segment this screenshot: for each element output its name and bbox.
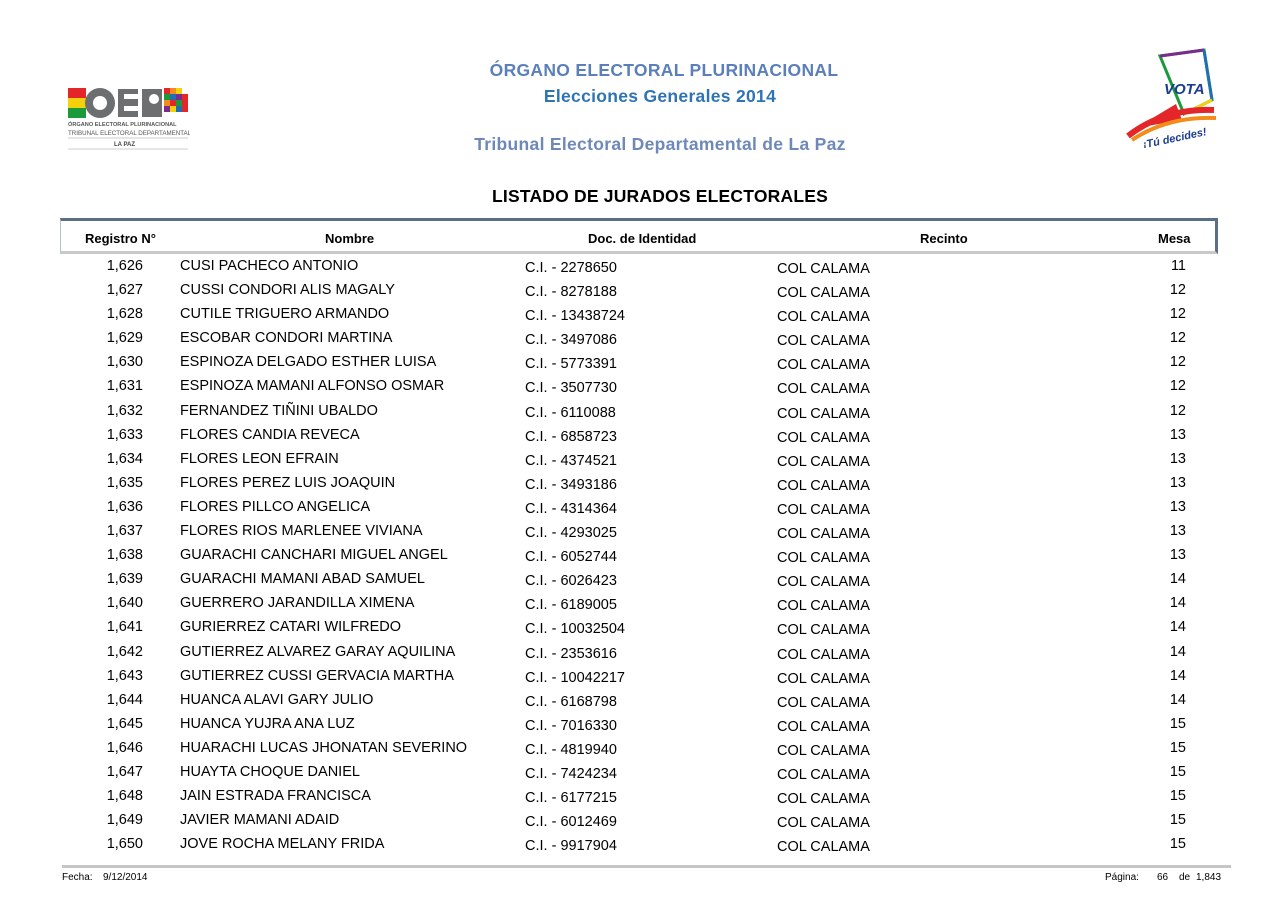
doc-cell: C.I. - 4314364 xyxy=(525,500,617,517)
table-row xyxy=(0,523,1280,547)
col-registro: Registro N° xyxy=(85,231,156,246)
recinto-cell: COL CALAMA xyxy=(777,405,870,422)
page-total: 1,843 xyxy=(1196,872,1222,883)
table-row xyxy=(0,716,1280,740)
fecha-label: Fecha: xyxy=(62,872,93,883)
table-row xyxy=(0,330,1280,354)
table-row xyxy=(0,571,1280,595)
col-doc: Doc. de Identidad xyxy=(588,231,697,246)
registro-cell: 1,644 xyxy=(106,691,143,708)
jurados-table xyxy=(0,258,1280,860)
nombre-cell: FLORES LEON EFRAIN xyxy=(180,450,339,467)
registro-cell: 1,636 xyxy=(106,498,143,515)
doc-cell: C.I. - 10032504 xyxy=(525,621,625,638)
doc-cell: C.I. - 7424234 xyxy=(525,765,617,782)
mesa-cell: 15 xyxy=(1169,739,1186,756)
recinto-cell: COL CALAMA xyxy=(777,791,870,808)
registro-cell: 1,640 xyxy=(106,595,143,612)
mesa-cell: 12 xyxy=(1169,402,1186,419)
table-row xyxy=(0,306,1280,330)
doc-cell: C.I. - 3493186 xyxy=(525,476,617,493)
doc-cell: C.I. - 6177215 xyxy=(525,790,617,807)
mesa-cell: 15 xyxy=(1169,788,1186,805)
nombre-cell: FLORES RIOS MARLENEE VIVIANA xyxy=(180,523,423,540)
mesa-cell: 15 xyxy=(1169,715,1186,732)
mesa-cell: 11 xyxy=(1170,258,1186,274)
page-number: 66 xyxy=(1157,872,1169,883)
pagina-label: Página: xyxy=(1105,872,1139,883)
table-row xyxy=(0,595,1280,619)
nombre-cell: CUTILE TRIGUERO ARMANDO xyxy=(180,306,390,323)
nombre-cell: JAIN ESTRADA FRANCISCA xyxy=(180,788,371,805)
table-row xyxy=(0,788,1280,812)
nombre-cell: FLORES PEREZ LUIS JOAQUIN xyxy=(180,474,396,491)
registro-cell: 1,633 xyxy=(106,426,143,443)
mesa-cell: 14 xyxy=(1169,619,1186,636)
doc-cell: C.I. - 4819940 xyxy=(525,741,617,758)
recinto-cell: COL CALAMA xyxy=(777,839,870,856)
recinto-cell: COL CALAMA xyxy=(777,261,870,277)
registro-cell: 1,635 xyxy=(106,474,143,491)
mesa-cell: 13 xyxy=(1169,426,1186,443)
doc-cell: C.I. - 3497086 xyxy=(525,332,617,349)
registro-cell: 1,632 xyxy=(106,402,143,419)
table-row xyxy=(0,668,1280,692)
mesa-cell: 14 xyxy=(1169,667,1186,684)
registro-cell: 1,639 xyxy=(106,571,143,588)
registro-cell: 1,643 xyxy=(106,667,143,684)
nombre-cell: ESPINOZA MAMANI ALFONSO OSMAR xyxy=(180,378,445,395)
nombre-cell: GUTIERREZ CUSSI GERVACIA MARTHA xyxy=(180,667,454,684)
page-title: LISTADO DE JURADOS ELECTORALES xyxy=(492,186,828,206)
recinto-cell: COL CALAMA xyxy=(777,646,870,663)
registro-cell: 1,629 xyxy=(106,330,143,347)
doc-cell: C.I. - 4374521 xyxy=(525,452,617,469)
mesa-cell: 12 xyxy=(1169,282,1186,299)
recinto-cell: COL CALAMA xyxy=(777,718,870,735)
mesa-cell: 14 xyxy=(1169,643,1186,660)
svg-text:¡Tú decides!: ¡Tú decides! xyxy=(1141,126,1208,148)
recinto-cell: COL CALAMA xyxy=(777,381,870,398)
svg-text:ÓRGANO ELECTORAL PLURINACIONAL: ÓRGANO ELECTORAL PLURINACIONAL xyxy=(68,122,177,128)
recinto-cell: COL CALAMA xyxy=(777,333,870,350)
table-row xyxy=(0,282,1280,306)
nombre-cell: JAVIER MAMANI ADAID xyxy=(180,812,340,829)
doc-cell: C.I. - 6858723 xyxy=(525,428,617,445)
table-row xyxy=(0,692,1280,716)
table-row xyxy=(0,812,1280,836)
nombre-cell: GUERRERO JARANDILLA XIMENA xyxy=(180,595,415,612)
registro-cell: 1,650 xyxy=(106,836,143,853)
recinto-cell: COL CALAMA xyxy=(777,622,870,639)
recinto-cell: COL CALAMA xyxy=(777,501,870,518)
mesa-cell: 13 xyxy=(1169,474,1186,491)
nombre-cell: GUARACHI CANCHARI MIGUEL ANGEL xyxy=(180,547,448,564)
mesa-cell: 13 xyxy=(1169,523,1186,540)
doc-cell: C.I. - 4293025 xyxy=(525,525,617,542)
doc-cell: C.I. - 3507730 xyxy=(525,380,617,397)
registro-cell: 1,627 xyxy=(106,282,143,299)
nombre-cell: ESCOBAR CONDORI MARTINA xyxy=(180,330,393,347)
registro-cell: 1,649 xyxy=(106,812,143,829)
doc-cell: C.I. - 6189005 xyxy=(525,597,617,614)
registro-cell: 1,630 xyxy=(106,354,143,371)
footer-divider xyxy=(62,865,1231,868)
col-mesa: Mesa xyxy=(1158,231,1191,246)
doc-cell: C.I. - 2353616 xyxy=(525,645,617,662)
registro-cell: 1,642 xyxy=(106,643,143,660)
mesa-cell: 14 xyxy=(1169,571,1186,588)
recinto-cell: COL CALAMA xyxy=(777,815,870,832)
doc-cell: C.I. - 6168798 xyxy=(525,693,617,710)
table-header xyxy=(60,218,1218,254)
recinto-cell: COL CALAMA xyxy=(777,429,870,446)
doc-cell: C.I. - 5773391 xyxy=(525,356,617,373)
nombre-cell: FLORES CANDIA REVECA xyxy=(180,426,360,443)
page-de: de xyxy=(1179,872,1191,883)
nombre-cell: CUSI PACHECO ANTONIO xyxy=(180,258,359,274)
doc-cell: C.I. - 2278650 xyxy=(525,260,617,276)
nombre-cell: GUTIERREZ ALVAREZ GARAY AQUILINA xyxy=(180,643,456,660)
col-recinto: Recinto xyxy=(920,231,968,246)
doc-cell: C.I. - 13438724 xyxy=(525,308,625,325)
recinto-cell: COL CALAMA xyxy=(777,309,870,326)
mesa-cell: 14 xyxy=(1169,691,1186,708)
nombre-cell: JOVE ROCHA MELANY FRIDA xyxy=(180,836,385,853)
mesa-cell: 12 xyxy=(1169,354,1186,371)
nombre-cell: HUANCA ALAVI GARY JULIO xyxy=(180,691,374,708)
table-row xyxy=(0,403,1280,427)
registro-cell: 1,631 xyxy=(106,378,143,395)
recinto-cell: COL CALAMA xyxy=(777,598,870,615)
mesa-cell: 15 xyxy=(1169,836,1186,853)
recinto-cell: COL CALAMA xyxy=(777,694,870,711)
registro-cell: 1,638 xyxy=(106,547,143,564)
recinto-cell: COL CALAMA xyxy=(777,453,870,470)
org-title: ÓRGANO ELECTORAL PLURINACIONAL xyxy=(489,60,839,80)
registro-cell: 1,647 xyxy=(106,763,143,780)
registro-cell: 1,637 xyxy=(106,523,143,540)
registro-cell: 1,646 xyxy=(106,739,143,756)
mesa-cell: 15 xyxy=(1169,812,1186,829)
nombre-cell: GURIERREZ CATARI WILFREDO xyxy=(180,619,401,636)
recinto-cell: COL CALAMA xyxy=(777,766,870,783)
nombre-cell: HUANCA YUJRA ANA LUZ xyxy=(180,715,355,732)
doc-cell: C.I. - 6012469 xyxy=(525,814,617,831)
table-row xyxy=(0,378,1280,402)
nombre-cell: GUARACHI MAMANI ABAD SAMUEL xyxy=(180,571,425,588)
table-row xyxy=(0,644,1280,668)
doc-cell: C.I. - 6026423 xyxy=(525,573,617,590)
svg-text:VOTA: VOTA xyxy=(1164,81,1205,98)
nombre-cell: CUSSI CONDORI ALIS MAGALY xyxy=(180,282,395,299)
mesa-cell: 13 xyxy=(1169,498,1186,515)
table-row xyxy=(0,427,1280,451)
mesa-cell: 15 xyxy=(1169,763,1186,780)
table-row xyxy=(0,547,1280,571)
registro-cell: 1,645 xyxy=(106,715,143,732)
recinto-cell: COL CALAMA xyxy=(777,670,870,687)
mesa-cell: 12 xyxy=(1169,306,1186,323)
doc-cell: C.I. - 6052744 xyxy=(525,549,617,566)
recinto-cell: COL CALAMA xyxy=(777,477,870,494)
table-row xyxy=(0,836,1280,860)
doc-cell: C.I. - 7016330 xyxy=(525,717,617,734)
registro-cell: 1,628 xyxy=(106,306,143,323)
registro-cell: 1,641 xyxy=(106,619,143,636)
nombre-cell: ESPINOZA DELGADO ESTHER LUISA xyxy=(180,354,437,371)
table-row xyxy=(0,354,1280,378)
registro-cell: 1,634 xyxy=(106,450,143,467)
doc-cell: C.I. - 10042217 xyxy=(525,669,625,686)
table-row xyxy=(0,475,1280,499)
mesa-cell: 13 xyxy=(1169,450,1186,467)
col-nombre: Nombre xyxy=(325,231,375,246)
nombre-cell: FLORES PILLCO ANGELICA xyxy=(180,498,371,515)
mesa-cell: 13 xyxy=(1169,547,1186,564)
mesa-cell: 12 xyxy=(1169,330,1186,347)
recinto-cell: COL CALAMA xyxy=(777,357,870,374)
fecha-value: 9/12/2014 xyxy=(103,872,148,883)
doc-cell: C.I. - 9917904 xyxy=(525,838,617,855)
table-row xyxy=(0,451,1280,475)
nombre-cell: HUARACHI LUCAS JHONATAN SEVERINO xyxy=(180,739,468,756)
table-row xyxy=(0,619,1280,643)
recinto-cell: COL CALAMA xyxy=(777,574,870,591)
recinto-cell: COL CALAMA xyxy=(777,550,870,567)
tribunal-title: Tribunal Electoral Departamental de La Paz xyxy=(474,134,846,154)
mesa-cell: 14 xyxy=(1169,595,1186,612)
recinto-cell: COL CALAMA xyxy=(777,285,870,302)
mesa-cell: 12 xyxy=(1169,378,1186,395)
nombre-cell: HUAYTA CHOQUE DANIEL xyxy=(180,763,360,780)
svg-text:TRIBUNAL ELECTORAL DEPARTAMENT: TRIBUNAL ELECTORAL DEPARTAMENTAL xyxy=(68,130,190,137)
doc-cell: C.I. - 8278188 xyxy=(525,284,617,301)
election-title: Elecciones Generales 2014 xyxy=(543,86,777,106)
table-row xyxy=(0,499,1280,523)
table-row xyxy=(0,740,1280,764)
nombre-cell: FERNANDEZ TIÑINI UBALDO xyxy=(180,402,378,419)
table-row xyxy=(0,764,1280,788)
doc-cell: C.I. - 6110088 xyxy=(525,404,616,421)
recinto-cell: COL CALAMA xyxy=(777,742,870,759)
registro-cell: 1,648 xyxy=(106,788,143,805)
svg-text:LA PAZ: LA PAZ xyxy=(114,142,135,148)
table-row xyxy=(0,258,1280,282)
recinto-cell: COL CALAMA xyxy=(777,526,870,543)
registro-cell: 1,626 xyxy=(106,258,143,274)
